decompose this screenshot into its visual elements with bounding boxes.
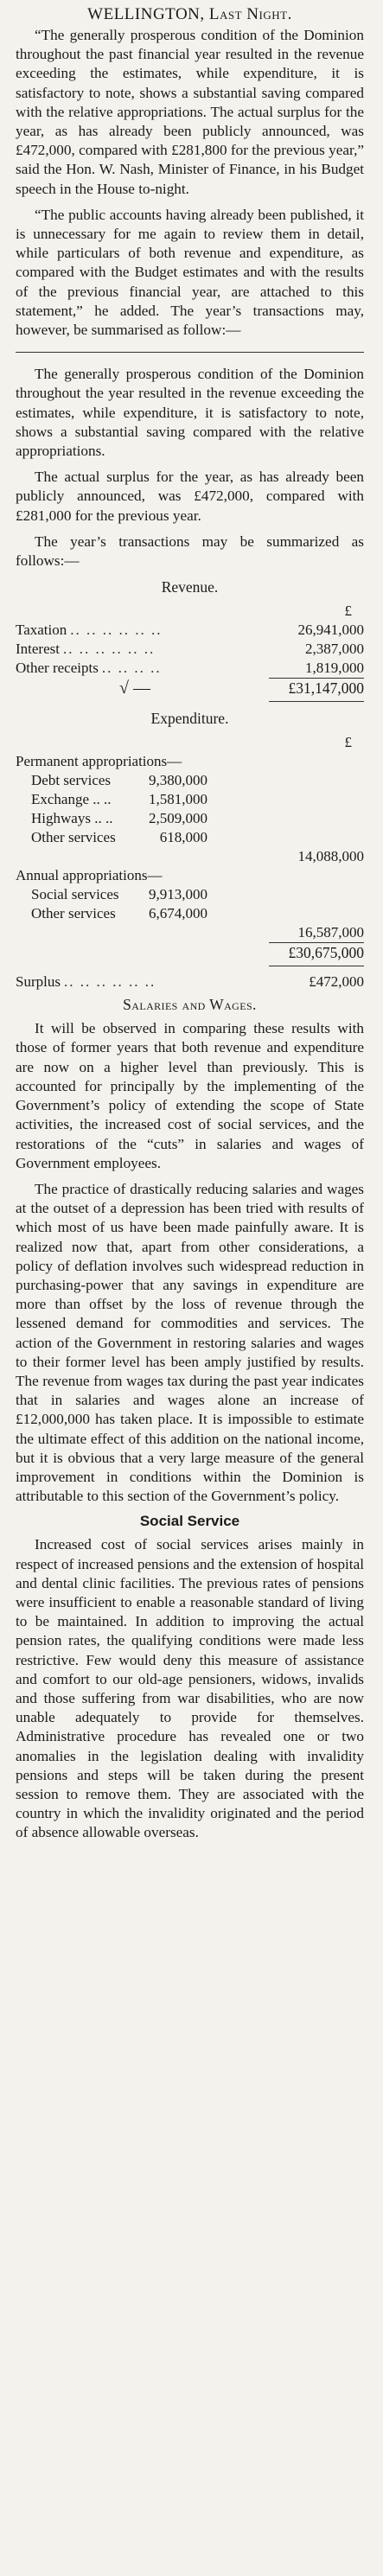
salaries-heading: Salaries and Wages.	[123, 996, 257, 1014]
expenditure-amount: 9,380,000	[149, 772, 207, 789]
expenditure-table	[16, 709, 364, 966]
expenditure-label: Highways .. ..	[31, 810, 113, 827]
expenditure-row	[16, 904, 364, 923]
sum-rule	[269, 701, 364, 702]
revenue-label: Other receipts	[16, 660, 99, 677]
expenditure-row	[16, 828, 364, 847]
permanent-subtotal: 14,088,000	[297, 848, 364, 865]
expenditure-label: Other services	[31, 829, 116, 846]
expenditure-total: £30,675,000	[288, 944, 364, 962]
intro-paragraph: “The public accounts having already been published, it is unnecessary for me again to review them in detail, while particulars of both revenue and expenditure, as compared with the Budget estimates and with the results of the previous financial year, are attached to this statement,” he added. The year’s transactions may, however, be summarised as follow:—	[16, 206, 364, 339]
leader-dots: .. .. .. ..	[101, 660, 162, 677]
expenditure-heading: Expenditure.	[150, 710, 229, 728]
revenue-total-row	[16, 679, 364, 701]
surplus-amount: £472,000	[309, 973, 364, 991]
expenditure-label: Social services	[31, 886, 119, 903]
expenditure-row	[16, 809, 364, 828]
salaries-paragraph: It will be observed in comparing these results with those of former years that both revenue and expenditure are now on a higher level than previously. This is accounted for principally by the implementing of the Government’s policy of extending the scope of State activities, the increased cost of social services, and the restorations of the “cuts” in salaries and wages of Government employees.	[16, 1020, 364, 1171]
expenditure-row	[16, 885, 364, 904]
tick-mark: √ —	[119, 679, 150, 698]
expenditure-amount: 1,581,000	[149, 791, 207, 808]
revenue-amount: 1,819,000	[305, 660, 364, 677]
annual-subtotal-row	[16, 923, 364, 942]
summary-paragraph: The actual surplus for the year, as has already been publicly announced, was £472,000, compared with £281,000 for the previous year.	[16, 469, 364, 524]
expenditure-amount: 6,674,000	[149, 905, 207, 922]
currency-symbol: £	[344, 734, 352, 751]
revenue-amount: 2,387,000	[305, 641, 364, 658]
revenue-row	[16, 659, 364, 678]
summary-paragraph: The year’s transactions may be summarized as follows:—	[16, 532, 364, 570]
leader-dots: .. .. .. .. .. ..	[62, 641, 156, 658]
permanent-heading: Permanent appropriations—	[16, 753, 182, 770]
section-divider	[16, 352, 364, 353]
revenue-label: Interest	[16, 641, 60, 658]
expenditure-total-row	[16, 943, 364, 966]
dateline: WELLINGTON, Last Night.	[87, 5, 292, 23]
intro-paragraph: “The generally prosperous condition of the Dominion throughout the past financial year resulted in the revenue exceeding the estimates, while expenditure, it is satisfactory to note, shows a substantial saving compared with the relative appropriations. The actual surplus for the year, as has already been publicly announced, was £472,000, compared with £281,800 for the previous year,” said the Hon. W. Nash, Minister of Finance, in his Budget speech in the House to-night.	[16, 27, 364, 197]
summary-paragraph: The generally prosperous condition of the Dominion throughout the year resulted in the revenue exceeding the estimates, while expenditure, it is satisfactory to note, shows a substantial saving compared with the relative appropriations.	[16, 366, 364, 460]
revenue-label: Taxation	[16, 622, 67, 639]
annual-subtotal: 16,587,000	[297, 924, 364, 941]
revenue-row	[16, 621, 364, 640]
leader-dots: .. .. .. .. .. ..	[70, 622, 163, 639]
revenue-table	[16, 577, 364, 702]
expenditure-label: Exchange .. ..	[31, 791, 112, 808]
surplus-label: Surplus	[16, 973, 61, 991]
revenue-total: £31,147,000	[288, 679, 364, 698]
social-paragraph: Increased cost of social services arises mainly in respect of increased pensions and the extension of hospital and dental clinic facilities. The previous rates of pensions were insufficient to enable a reasonable standard of living to be maintained. In addition to improving the actual pension rates, the qualifying conditions were made less restrictive. Few would deny this measure of assistance and comfort to our old-age pensioners, widows, invalids and those suffering from war disabilities, who are now unable adequately to provide for themselves. Administrative procedure has revealed one or two anomalies in the legislation dealing with invalidity pensions and steps will be taken during the present session to remove them. They are associated with the country in which the invalidity originated and the period of absence allowable overseas.	[16, 1536, 364, 1841]
revenue-amount: 26,941,000	[297, 622, 364, 639]
surplus-row	[16, 973, 364, 992]
expenditure-label: Debt services	[31, 772, 112, 789]
leader-dots: .. .. .. .. .. ..	[63, 973, 156, 991]
expenditure-label: Other services	[31, 905, 116, 922]
expenditure-row	[16, 771, 364, 790]
expenditure-row	[16, 790, 364, 809]
expenditure-amount: 2,509,000	[149, 810, 207, 827]
salaries-paragraph: The practice of drastically reducing salaries and wages at the outset of a depression has been tried with results of which most of us have been made painfully aware. It is realized now that, apart from other considerations, a policy of deflation involves such widespread reduction in purchasing-power that any savings in expenditure are more than offset by the loss of revenue through the lessened demand for commodities and services. The action of the Government in restoring salaries and wages to their former level has been amply justified by results. The revenue from wages tax during the past year indicates that in salaries and wages alone an increase of £12,000,000 has taken place. It is impossible to estimate the ultimate effect of this addition on the national income, but it is obvious that a very large measure of the general improvement in conditions within the Dominion is attributable to this section of the Government’s policy.	[16, 1180, 364, 1505]
expenditure-amount: 9,913,000	[149, 886, 207, 903]
annual-heading: Annual appropriations—	[16, 867, 163, 884]
permanent-subtotal-row	[16, 847, 364, 866]
expenditure-amount: 618,000	[159, 829, 207, 846]
revenue-row	[16, 640, 364, 659]
currency-symbol: £	[344, 603, 352, 620]
social-heading: Social Service	[139, 1513, 240, 1530]
revenue-heading: Revenue.	[161, 578, 219, 596]
